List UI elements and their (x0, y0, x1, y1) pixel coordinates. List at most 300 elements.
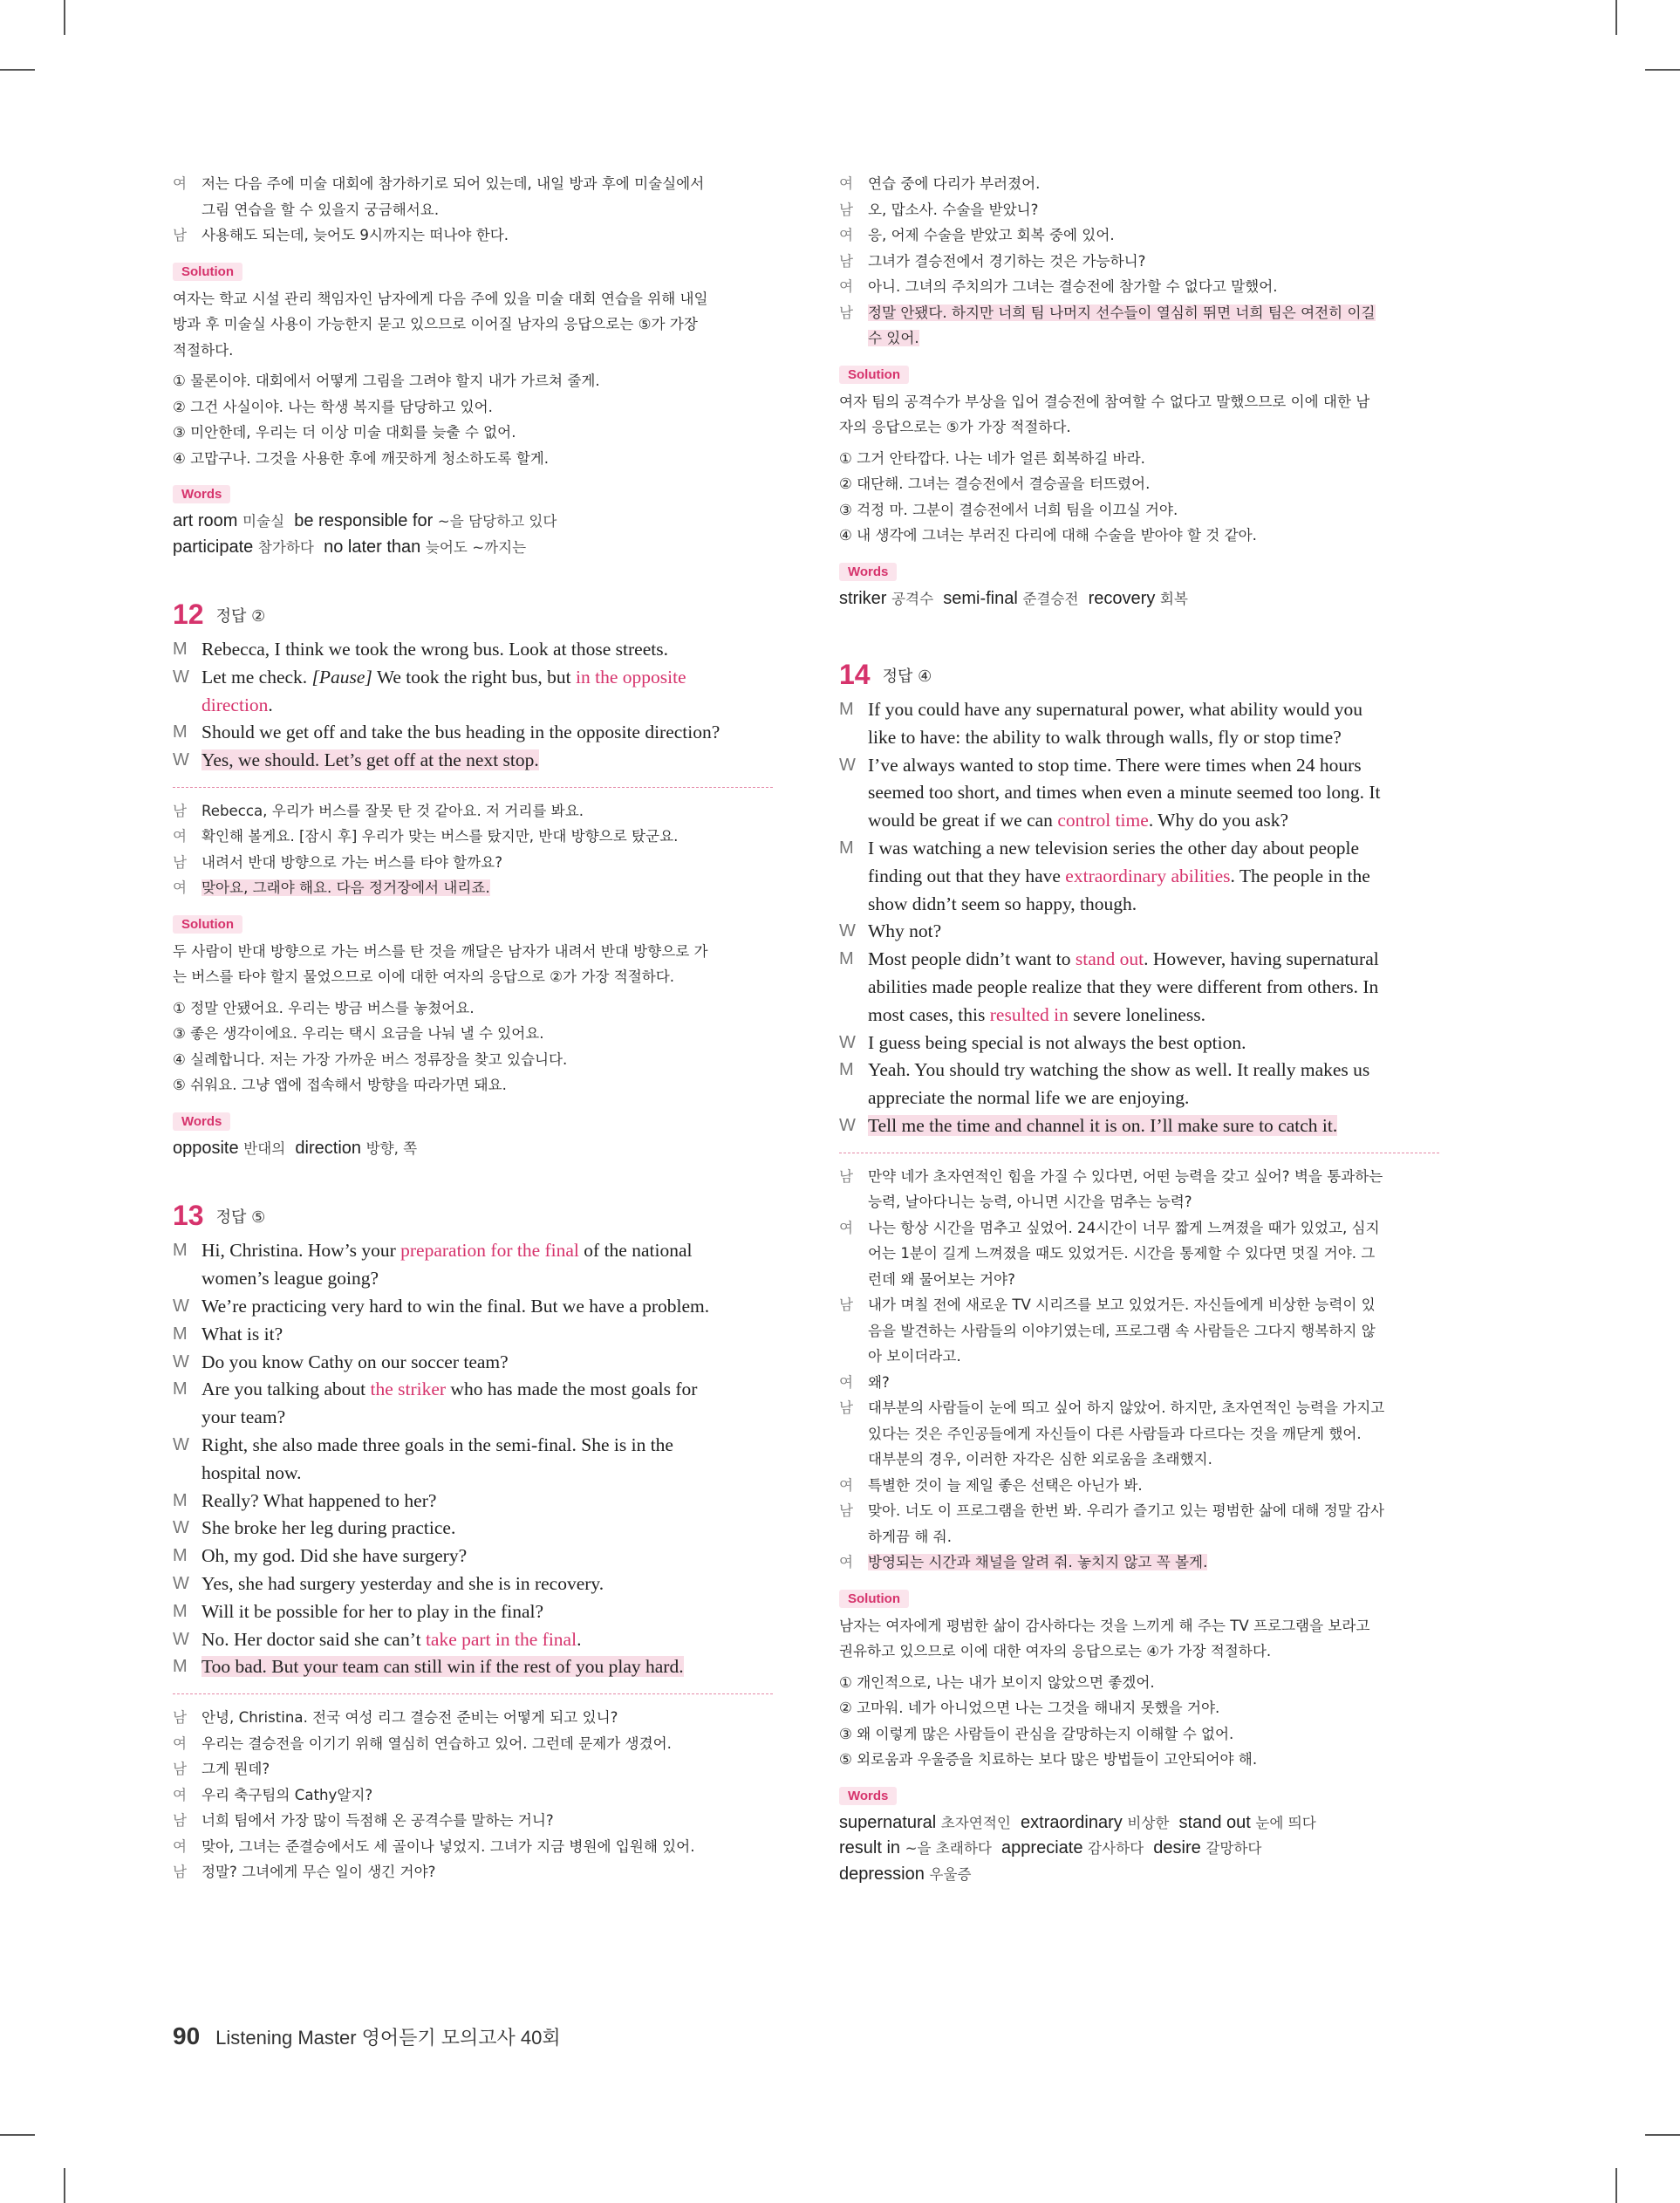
speaker-label: 남 (839, 201, 854, 218)
vocab-term: art room (173, 511, 238, 530)
dialogue-line (173, 664, 773, 692)
dashed-divider (173, 787, 773, 788)
key-phrase: resulted in (989, 1003, 1069, 1025)
dialogue-text: show didn’t seem so happy, though. (868, 893, 1137, 914)
dialogue-text: . (577, 1628, 582, 1650)
option-item: ② 그건 사실이야. 나는 학생 복지를 담당하고 있어. (173, 398, 493, 415)
dialogue-line (839, 171, 1439, 197)
words-badge: Words (839, 1787, 897, 1805)
speaker-label: 여 (839, 175, 854, 192)
speaker-label: W (839, 921, 856, 941)
dialogue-line (839, 1524, 1439, 1550)
vocab-meaning: 방향, 쪽 (365, 1139, 418, 1157)
solution-text (173, 939, 773, 990)
dialogue-text: If you could have any supernatural power, what ability would you (868, 699, 1362, 720)
dialogue-line (839, 300, 1439, 326)
korean-translation-continuation (839, 171, 1439, 352)
left-column (173, 171, 773, 1885)
vocab-meaning: 공격수 (891, 590, 934, 607)
key-phrase: control time (1057, 810, 1149, 831)
vocabulary-list (839, 1810, 1439, 1888)
crop-mark (1615, 2168, 1617, 2203)
dialogue-text: Really? What happened to her? (201, 1489, 437, 1511)
vocabulary-list (173, 1136, 773, 1162)
dialogue-text: 정말? 그녀에게 무슨 일이 생긴 거야? (201, 1864, 436, 1881)
dialogue-text: 특별한 것이 늘 제일 좋은 선택은 아닌가 봐. (868, 1476, 1143, 1494)
page-footer (173, 2022, 561, 2050)
option-item: ① 물론이야. 대회에서 어떻게 그림을 그려야 할지 내가 가르쳐 줄게. (173, 373, 600, 389)
vocab-meaning: 우울증 (929, 1865, 972, 1883)
vocabulary-row (173, 1136, 773, 1162)
vocab-term: no later than (324, 537, 421, 557)
dialogue-line (839, 1498, 1439, 1524)
dialogue-line (173, 197, 773, 223)
dialogue-text: Are you talking about (201, 1379, 371, 1400)
dialogue-text: 연습 중에 다리가 부러졌어. (868, 175, 1041, 192)
option-list (173, 995, 773, 1098)
speaker-label: 남 (839, 1502, 854, 1520)
dialogue-line (839, 1395, 1439, 1421)
dialogue-line (839, 918, 1439, 946)
option-list (839, 1670, 1439, 1773)
dialogue-text: Right, she also made three goals in the semi-final. She is in the (201, 1434, 673, 1456)
dialogue-text: finding out that they have (868, 865, 1066, 886)
dialogue-line (839, 891, 1439, 919)
dialogue-text: 왜? (868, 1373, 890, 1391)
dialogue-text: 방영되는 시간과 채널을 알려 줘. 놓치지 않고 꼭 볼게. (868, 1554, 1208, 1571)
dialogue-text: your team? (201, 1406, 286, 1428)
korean-translation (839, 1164, 1439, 1576)
dialogue-line (839, 1421, 1439, 1447)
vocab-term: opposite (173, 1138, 239, 1158)
dialogue-text: 런데 왜 물어보는 거야? (868, 1270, 1015, 1288)
speaker-label: 여 (173, 1786, 188, 1803)
solution-line: 자의 응답으로는 ⑤가 가장 적절하다. (839, 419, 1071, 435)
dialogue-text: 내가 며칠 전에 새로운 TV 시리즈를 보고 있었거든. 자신들에게 비상한 능력이 있 (868, 1296, 1376, 1314)
dialogue-line (173, 1782, 773, 1809)
dialogue-line (173, 824, 773, 850)
dialogue-line (173, 850, 773, 876)
crop-mark (64, 2168, 65, 2203)
dialogue-text: 어는 1분이 길게 느껴졌을 때도 있었거든. 시간을 통제할 수 있다면 멋질 거야. 그 (868, 1245, 1376, 1262)
dialogue-text: women’s league going? (201, 1268, 379, 1290)
option-item: ③ 좋은 생각이에요. 우리는 택시 요금을 나눠 낼 수 있어요. (173, 1025, 544, 1043)
dialogue-text: Yes, she had surgery yesterday and she is in recovery. (201, 1573, 604, 1595)
dialogue-line (173, 692, 773, 720)
option-item: ⑤ 쉬워요. 그냥 앱에 접속해서 방향을 따라가면 돼요. (173, 1077, 507, 1094)
dialogue-line (839, 974, 1439, 1002)
option-item: ④ 실례합니다. 저는 가장 가까운 버스 정류장을 찾고 있습니다. (173, 1050, 568, 1068)
dialogue-text: 맞아, 그녀는 준결승에서도 세 골이나 넣었지. 그녀가 지금 병원에 입원해 있어. (201, 1837, 695, 1855)
dialogue-line (839, 1267, 1439, 1293)
dialogue-text: No. Her doctor said she can’t (201, 1628, 426, 1650)
dialogue-line (173, 1626, 773, 1654)
dialogue-text: Do you know Cathy on our soccer team? (201, 1351, 509, 1372)
dialogue-text: 능력, 날아다니는 능력, 아니면 시간을 멈추는 능력? (868, 1194, 1192, 1211)
speaker-label: 여 (839, 1373, 854, 1391)
solution-line: 적절하다. (173, 341, 234, 359)
dialogue-text: We took the right bus, but (372, 666, 576, 688)
dialogue-text: Yeah. You should try watching the show as well. It really makes us (868, 1059, 1370, 1081)
vocab-meaning: 준결승전 (1022, 590, 1079, 607)
crop-mark (0, 2134, 35, 2136)
option-list (839, 446, 1439, 549)
dialogue-text: . (268, 694, 273, 715)
korean-dialogue-continuation (173, 171, 773, 249)
dialogue-text: What is it? (201, 1323, 283, 1344)
speaker-label: 남 (839, 252, 854, 270)
dialogue-line (173, 1293, 773, 1321)
dialogue-line (839, 807, 1439, 835)
dialogue-text: 저는 다음 주에 미술 대회에 참가하기로 되어 있는데, 내일 방과 후에 미술실에서 (201, 175, 705, 192)
right-column (839, 171, 1439, 1887)
speaker-label: M (173, 1379, 188, 1399)
vocab-meaning: 늦어도 ~까지는 (425, 538, 527, 556)
speaker-label: 남 (173, 227, 188, 243)
speaker-label: 남 (839, 1167, 854, 1185)
dialogue-line (173, 1432, 773, 1460)
english-dialogue (173, 636, 773, 775)
dialogue-line (173, 1808, 773, 1834)
vocabulary-row (839, 1810, 1439, 1837)
option-list (173, 368, 773, 471)
speaker-label: 여 (839, 1219, 854, 1236)
option-item: ③ 미안한데, 우리는 더 이상 미술 대회를 늦출 수 없어. (173, 424, 516, 441)
speaker-label: W (173, 1629, 189, 1649)
answer-highlight: Tell me the time and channel it is on. I’ll make sure to catch it. (868, 1114, 1338, 1136)
dialogue-line (173, 1705, 773, 1731)
speaker-label: 남 (839, 1399, 854, 1417)
speaker-label: M (839, 838, 854, 858)
dialogue-text: 맞아. 너도 이 프로그램을 한번 봐. 우리가 즐기고 있는 평범한 삶에 대해 정말 감사 (868, 1502, 1385, 1520)
vocab-meaning: 감사하다 (1088, 1840, 1144, 1857)
dialogue-line (173, 171, 773, 197)
vocab-term: semi-final (943, 588, 1018, 608)
vocab-term: striker (839, 588, 887, 608)
key-phrase: stand out (1075, 948, 1144, 970)
option-item: ⑤ 외로움과 우울증을 치료하는 보다 많은 방법들이 고안되어야 해. (839, 1751, 1258, 1769)
dialogue-line (839, 1473, 1439, 1499)
dialogue-line (839, 197, 1439, 223)
dialogue-text: 대부분의 사람들이 눈에 띄고 싶어 하지 않았어. 하지만, 초자연적인 능력을 가지고 (868, 1399, 1385, 1417)
dialogue-line (839, 863, 1439, 891)
dialogue-text: of the national (578, 1240, 693, 1262)
option-item: ① 그거 안타깝다. 나는 네가 얼른 회복하길 바라. (839, 449, 1145, 467)
vocab-term: desire (1153, 1838, 1201, 1858)
dialogue-text: severe loneliness. (1068, 1003, 1205, 1025)
dialogue-line (839, 946, 1439, 974)
korean-translation (173, 1705, 773, 1885)
speaker-label: 여 (839, 227, 854, 243)
vocabulary-row (839, 1862, 1439, 1888)
solution-badge: Solution (839, 366, 909, 384)
speaker-label: M (173, 722, 188, 742)
dialogue-text: 그게 뭔데? (201, 1761, 270, 1778)
dialogue-text: 우리는 결승전을 이기기 위해 열심히 연습하고 있어. 그런데 문제가 생겼어. (201, 1734, 672, 1752)
solution-line: 두 사람이 반대 방향으로 가는 버스를 탄 것을 깨달은 남자가 내려서 반대 방향으로 가 (173, 942, 708, 960)
vocab-meaning: ~을 담당하고 있다 (437, 513, 557, 530)
dialogue-line (839, 1057, 1439, 1084)
option-item: ③ 왜 이렇게 많은 사람들이 관심을 갈망하는지 이해할 수 없어. (839, 1725, 1234, 1742)
crop-mark (0, 69, 35, 71)
vocab-meaning: 눈에 띄다 (1255, 1814, 1316, 1831)
question-header (839, 659, 1439, 691)
dialogue-line (173, 1488, 773, 1515)
key-phrase: extraordinary abilities (1065, 865, 1231, 886)
speaker-label: 남 (173, 1812, 188, 1830)
solution-line: 방과 후 미술실 사용이 가능한지 묻고 있으므로 이어질 남자의 응답으로는 ⑤가 가장 (173, 316, 698, 332)
speaker-label: W (173, 1574, 189, 1594)
dialogue-text: Should we get off and take the bus heading in the opposite direction? (201, 722, 720, 743)
dialogue-line (173, 875, 773, 901)
question-number: 13 (173, 1200, 204, 1232)
dialogue-text: 아니. 그녀의 주치의가 그녀는 결승전에 참가할 수 없다고 말했어. (868, 278, 1278, 295)
dialogue-line (839, 724, 1439, 752)
vocabulary-row (173, 509, 773, 535)
dialogue-line (839, 1447, 1439, 1473)
dialogue-text: We’re practicing very hard to win the final. But we have a problem. (201, 1296, 710, 1317)
vocabulary-row (839, 1836, 1439, 1862)
dialogue-text: appreciate the normal life we are enjoying. (868, 1087, 1190, 1109)
dialogue-line (173, 1859, 773, 1885)
dialogue-line (839, 1030, 1439, 1057)
vocab-meaning: 비상한 (1127, 1814, 1170, 1831)
crop-mark (1645, 2134, 1680, 2136)
dialogue-text: 아 보이더라고. (868, 1348, 961, 1365)
option-item: ① 정말 안됐어요. 우리는 방금 버스를 놓쳤어요. (173, 999, 475, 1016)
dialogue-text: I’ve always wanted to stop time. There were times when 24 hours (868, 754, 1362, 776)
dialogue-line (173, 1834, 773, 1860)
vocab-term: extraordinary (1021, 1812, 1123, 1832)
speaker-label: 남 (173, 802, 188, 819)
dialogue-line (173, 798, 773, 824)
speaker-label: 여 (173, 1837, 188, 1855)
solution-line: 는 버스를 타야 할지 물었으므로 이에 대한 여자의 응답으로 ②가 가장 적절하다. (173, 968, 675, 986)
dialogue-text: 내려서 반대 방향으로 가는 버스를 타야 할까요? (201, 853, 503, 871)
answer-highlight: Too bad. But your team can still win if the rest of you play hard. (201, 1656, 684, 1678)
dialogue-text: 있다는 것은 주인공들에게 자신들이 다른 사람들과 다르다는 것을 깨닫게 했어. (868, 1425, 1362, 1442)
dialogue-text: 확인해 볼게요. [잠시 후] 우리가 맞는 버스를 탔지만, 반대 방향으로 탔군요. (201, 828, 679, 845)
dialogue-text: I guess being special is not always the best option. (868, 1031, 1246, 1053)
english-dialogue (173, 1237, 773, 1681)
speaker-label: W (173, 1435, 189, 1455)
dialogue-line (173, 1321, 773, 1349)
dialogue-line (173, 1460, 773, 1488)
speaker-label: W (839, 1032, 856, 1052)
dialogue-line (173, 1731, 773, 1757)
vocab-meaning: 회복 (1159, 590, 1188, 607)
speaker-label: 여 (173, 879, 188, 897)
question-number: 14 (839, 659, 871, 690)
solution-badge: Solution (173, 263, 242, 281)
dialogue-text: Let me check. (201, 666, 312, 688)
dialogue-text: 그녀가 결승전에서 경기하는 것은 가능하니? (868, 252, 1146, 270)
speaker-label: M (173, 1657, 188, 1677)
dialogue-text: She broke her leg during practice. (201, 1517, 456, 1539)
vocab-meaning: 갈망하다 (1205, 1840, 1262, 1857)
dialogue-text: 사용해도 되는데, 늦어도 9시까지는 떠나야 한다. (201, 227, 509, 243)
vocab-term: recovery (1088, 588, 1156, 608)
solution-line: 여자 팀의 공격수가 부상을 입어 결승전에 참여할 수 없다고 말했으므로 이에 대한 남 (839, 393, 1370, 410)
dialogue-text: [Pause] (311, 666, 372, 688)
dialogue-text: 수 있어. (868, 330, 919, 346)
option-item: ④ 고맙구나. 그것을 사용한 후에 깨끗하게 청소하도록 할게. (173, 449, 550, 467)
dialogue-text: Most people didn’t want to (868, 948, 1076, 970)
words-badge: Words (173, 1112, 230, 1131)
dialogue-text: Oh, my god. Did she have surgery? (201, 1545, 468, 1567)
dialogue-text: . Why do you ask? (1148, 810, 1289, 831)
vocab-meaning: 초자연적인 (940, 1814, 1011, 1831)
speaker-label: M (173, 640, 188, 659)
vocab-meaning: 미술실 (242, 513, 285, 530)
vocab-term: depression (839, 1864, 925, 1884)
vocab-meaning: 참가하다 (257, 538, 314, 556)
key-phrase: the striker (370, 1379, 447, 1400)
speaker-label: 남 (839, 1296, 854, 1314)
dialogue-text: seemed too short, and times when even a minute seemed too long. It (868, 782, 1381, 804)
dialogue-line (839, 1292, 1439, 1318)
dialogue-line (839, 1189, 1439, 1215)
dialogue-line (173, 719, 773, 747)
answer-label: 정답 ② (215, 606, 266, 626)
vocabulary-row (839, 586, 1439, 612)
dialogue-line (173, 1756, 773, 1782)
speaker-label: W (173, 667, 189, 687)
speaker-label: 여 (173, 175, 188, 192)
speaker-label: W (173, 1518, 189, 1538)
speaker-label: 여 (173, 828, 188, 845)
vocab-term: direction (295, 1138, 362, 1158)
dialogue-text: . The people in the (1230, 865, 1370, 886)
vocab-term: appreciate (1001, 1838, 1083, 1858)
dialogue-line (173, 1376, 773, 1404)
dialogue-text: most cases, this (868, 1003, 990, 1025)
vocab-meaning: ~을 초래하다 (905, 1840, 992, 1857)
speaker-label: M (839, 1060, 854, 1080)
dialogue-line (173, 1653, 773, 1681)
speaker-label: M (173, 1490, 188, 1510)
speaker-label: W (173, 750, 189, 770)
dialogue-text: Rebecca, I think we took the wrong bus. Look at those streets. (201, 639, 668, 660)
crop-mark (1615, 0, 1617, 35)
dialogue-text: Rebecca, 우리가 버스를 잘못 탄 것 같아요. 저 거리를 봐요. (201, 802, 584, 819)
solution-text (173, 286, 773, 364)
solution-line: 권유하고 있으므로 이에 대한 여자의 응답으로는 ④가 가장 적절하다. (839, 1643, 1272, 1660)
speaker-label: W (173, 1351, 189, 1372)
dialogue-line (173, 1265, 773, 1293)
dialogue-text: 맞아요, 그래야 해요. 다음 정거장에서 내리죠. (201, 879, 490, 897)
dialogue-line (173, 1349, 773, 1377)
speaker-label: 여 (839, 1476, 854, 1494)
question-header (173, 1200, 773, 1232)
dialogue-line (173, 1515, 773, 1543)
question-number: 12 (173, 599, 204, 630)
vocabulary-list (173, 509, 773, 560)
question-header (173, 599, 773, 631)
solution-badge: Solution (839, 1590, 909, 1608)
speaker-label: 남 (173, 1709, 188, 1727)
dialogue-text: 너희 팀에서 가장 많이 득점해 온 공격수를 말하는 거니? (201, 1812, 554, 1830)
vocab-term: be responsible for (294, 511, 434, 530)
dialogue-line (173, 1404, 773, 1432)
vocab-meaning: 반대의 (243, 1139, 286, 1157)
dialogue-line (173, 1237, 773, 1265)
dialogue-line (839, 1002, 1439, 1030)
speaker-label: M (173, 1601, 188, 1621)
dialogue-line (839, 1241, 1439, 1267)
dialogue-text: 정말 안됐다. 하지만 너희 팀 나머지 선수들이 열심히 뛰면 너희 팀은 여전히 이길 (868, 304, 1376, 321)
speaker-label: M (173, 1241, 188, 1261)
dialogue-text: Why not? (868, 920, 942, 942)
dialogue-text: 우리 축구팀의 Cathy알지? (201, 1786, 373, 1803)
dialogue-text: I was watching a new television series the other day about people (868, 837, 1359, 859)
answer-label: 정답 ④ (882, 667, 932, 686)
dialogue-line (839, 1164, 1439, 1190)
speaker-label: M (173, 1324, 188, 1344)
page-number: 90 (173, 2022, 201, 2049)
dialogue-line (839, 1215, 1439, 1242)
answer-highlight: Yes, we should. Let’s get off at the next stop. (201, 749, 539, 771)
key-phrase: direction (201, 694, 269, 715)
dialogue-text: 만약 네가 초자연적인 힘을 가질 수 있다면, 어떤 능력을 갖고 싶어? 벽을 통과하는 (868, 1167, 1383, 1185)
vocab-term: participate (173, 537, 254, 557)
dialogue-line (839, 835, 1439, 863)
key-phrase: in the opposite (576, 666, 686, 688)
dialogue-text: . However, having supernatural (1144, 948, 1379, 970)
dialogue-line (173, 222, 773, 249)
dialogue-line (839, 752, 1439, 780)
book-title: Listening Master 영어듣기 모의고사 40회 (215, 2027, 561, 2049)
words-badge: Words (173, 485, 230, 503)
dialogue-line (839, 1344, 1439, 1370)
dialogue-text: Will it be possible for her to play in the final? (201, 1600, 544, 1622)
dialogue-line (839, 1370, 1439, 1396)
speaker-label: W (173, 1296, 189, 1317)
dashed-divider (173, 1693, 773, 1694)
speaker-label: 여 (839, 278, 854, 295)
key-phrase: preparation for the final (400, 1240, 579, 1262)
vocab-term: supernatural (839, 1812, 937, 1832)
dialogue-line (839, 325, 1439, 352)
dialogue-line (173, 1570, 773, 1598)
solution-line: 남자는 여자에게 평범한 삶이 감사하다는 것을 느끼게 해 주는 TV 프로그램을 보라고 (839, 1617, 1370, 1634)
dialogue-text: 하게끔 해 줘. (868, 1528, 952, 1545)
solution-text (839, 389, 1439, 441)
vocab-term: stand out (1178, 1812, 1251, 1832)
vocab-term: result in (839, 1838, 901, 1858)
dialogue-line (839, 696, 1439, 724)
dialogue-text: Hi, Christina. How’s your (201, 1240, 401, 1262)
dialogue-line (839, 222, 1439, 249)
solution-line: 여자는 학교 시설 관리 책임자인 남자에게 다음 주에 있을 미술 대회 연습을 위해 내일 (173, 290, 708, 307)
speaker-label: 남 (173, 853, 188, 871)
speaker-label: W (839, 755, 856, 775)
dialogue-line (839, 779, 1439, 807)
solution-badge: Solution (173, 915, 242, 934)
speaker-label: M (173, 1546, 188, 1566)
words-badge: Words (839, 563, 897, 581)
dialogue-line (839, 1550, 1439, 1576)
dialogue-line (839, 249, 1439, 275)
dialogue-text: who has made the most goals for (446, 1379, 698, 1400)
speaker-label: 남 (173, 1761, 188, 1778)
option-item: ④ 내 생각에 그녀는 부러진 다리에 대해 수술을 받아야 할 것 같아. (839, 527, 1257, 544)
dialogue-text: 안녕, Christina. 전국 여성 리그 결승전 준비는 어떻게 되고 있니? (201, 1709, 618, 1727)
dialogue-line (839, 274, 1439, 300)
dialogue-line (173, 1543, 773, 1570)
dialogue-text: 나는 항상 시간을 멈추고 싶었어. 24시간이 너무 짧게 느껴졌을 때가 있었고, 심지 (868, 1219, 1380, 1236)
solution-text (839, 1613, 1439, 1665)
